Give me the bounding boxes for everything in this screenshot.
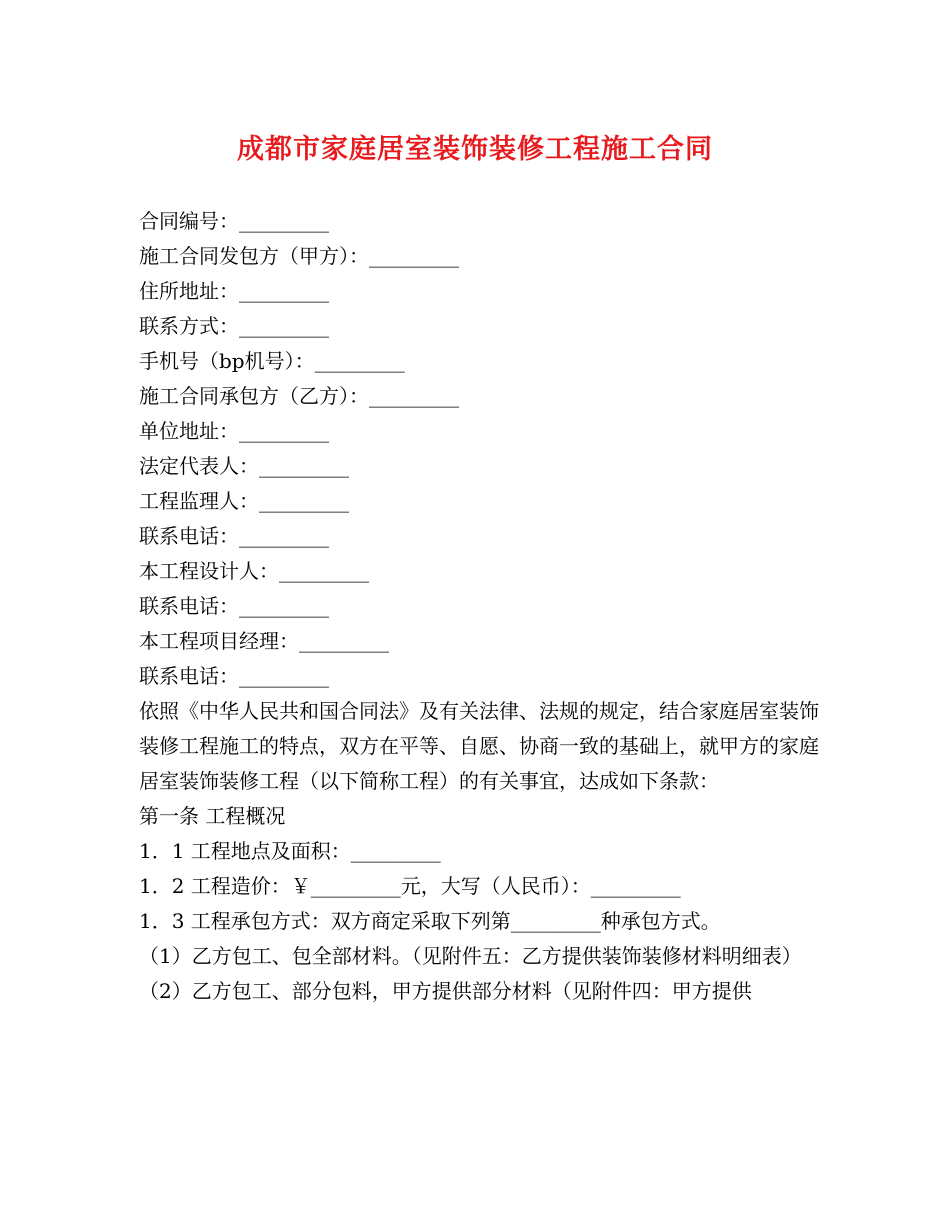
article-1-heading: 第一条 工程概况 [139,804,286,828]
intro-paragraph: 依照《中华人民共和国合同法》及有关法律、法规的规定，结合家庭居室装饰装修工程施工的特点，双方在平等、自愿、协商一致的基础上，就甲方的家庭居室装饰装修工程（以下简称工程）的有关事宜，达成如下条款： [139,699,819,793]
party-a-mobile-field: 手机号（bp机号）：_________ [139,349,405,373]
project-manager-field: 本工程项目经理：_________ [139,629,389,653]
party-b-address-field: 单位地址：_________ [139,419,329,443]
contract-number-field: 合同编号：_________ [139,209,329,233]
designer-field: 本工程设计人：_________ [139,559,369,583]
contract-title: 成都市家庭居室装饰装修工程施工合同 [237,134,713,165]
clause-1-1: 1．1 工程地点及面积：_________ [139,839,441,863]
supervisor-phone-field: 联系电话：_________ [139,524,329,548]
contract-option-2: （2）乙方包工、部分包料，甲方提供部分材料（见附件四：甲方提供 [139,979,752,1003]
contract-body [139,204,819,1009]
party-a-address-field: 住所地址：_________ [139,279,329,303]
party-b-field: 施工合同承包方（乙方）：_________ [139,384,459,408]
clause-1-3: 1．3 工程承包方式：双方商定采取下列第_________种承包方式。 [139,909,721,933]
legal-representative-field: 法定代表人：_________ [139,454,349,478]
contract-option-1: （1）乙方包工、包全部材料。（见附件五：乙方提供装饰装修材料明细表） [139,944,802,968]
designer-phone-field: 联系电话：_________ [139,594,329,618]
party-a-contact-field: 联系方式：_________ [139,314,329,338]
party-a-field: 施工合同发包方（甲方）：_________ [139,244,459,268]
supervisor-field: 工程监理人：_________ [139,489,349,513]
clause-1-2: 1．2 工程造价：￥_________元，大写（人民币）：_________ [139,874,681,898]
project-manager-phone-field: 联系电话：_________ [139,664,329,688]
